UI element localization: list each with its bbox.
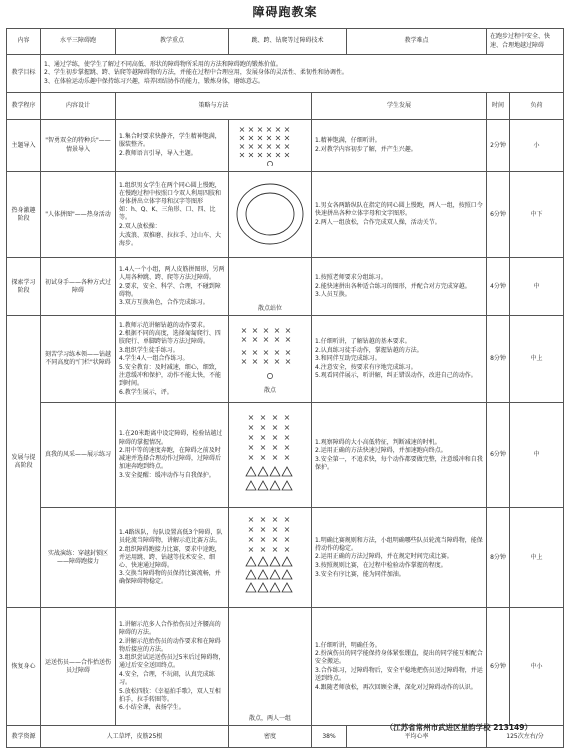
- strategy-cell: [116, 608, 229, 726]
- student-mark: ×: [259, 535, 267, 545]
- formation-diagram: [229, 608, 312, 726]
- obstacle-triangle: [246, 583, 256, 592]
- development-item: 1.明确比赛规则和方法，小组明确哪些队员轮流当障碍物，能保持动作的稳定。: [315, 536, 483, 552]
- student-mark: ×: [259, 442, 267, 452]
- student-mark: ×: [284, 356, 292, 366]
- student-mark: ×: [283, 525, 291, 535]
- strategy-item: 6.教学生展示，评。: [119, 388, 173, 396]
- student-mark: ×: [247, 150, 255, 160]
- strategy-cell: [116, 316, 229, 403]
- obstacle-triangle: [258, 557, 268, 566]
- stage-cell: 热身激趣阶段: [7, 172, 41, 258]
- goals-label: 教学目标: [7, 55, 41, 93]
- goals-row: [7, 55, 564, 93]
- page-title: 障碍跑教案: [252, 5, 318, 19]
- obstacle-triangle: [246, 481, 256, 490]
- student-mark: ×: [259, 515, 267, 525]
- strategy-cell: [116, 172, 229, 258]
- design-cell: 实战演练：穿越封锁区——障碍跑接力: [41, 508, 116, 608]
- strategy-item: 1.集合时要求快静齐，学生精神饱满，服装整齐。: [119, 133, 221, 149]
- student-mark: ×: [265, 133, 273, 143]
- student-mark: ×: [256, 150, 264, 160]
- student-mark: ×: [240, 347, 248, 357]
- strategy-item: 2.讲解示范抬伤员的动作要求和在障碍物后接应的方法。: [119, 637, 221, 653]
- student-mark: ×: [273, 356, 281, 366]
- student-mark: ×: [283, 452, 291, 462]
- stage-cell: 发展与提高阶段: [7, 316, 41, 608]
- row-warmup: [7, 172, 564, 258]
- obstacle-triangle: [246, 570, 256, 579]
- student-mark: ×: [271, 545, 279, 555]
- row-showcase: [7, 403, 564, 508]
- obstacle-triangle: [282, 467, 292, 476]
- obstacle-triangle: [282, 570, 292, 579]
- goals-list: [41, 55, 564, 93]
- formation-x-triangles: [232, 410, 308, 498]
- strategy-item: 4.安全，合理，不玩闹，认真完成练习。: [119, 670, 215, 687]
- strategy-item: 6.小结全课，表扬学生。: [119, 704, 185, 712]
- load-cell: 中小: [510, 608, 564, 726]
- equipment-value: 人工草坪，皮筋25根: [41, 726, 229, 748]
- difficulty-value: 在跑步过程中安全、快速、合理地越过障碍: [487, 29, 564, 55]
- design-cell: 运送伤员——合作抬送伤员过障碍: [41, 608, 116, 726]
- student-mark: ×: [283, 150, 291, 160]
- development-item: 3.安全有序比赛，能为同伴加油。: [315, 570, 405, 578]
- student-mark: ×: [283, 142, 291, 151]
- col-load: 负荷: [510, 93, 564, 120]
- strategy-item: 1.4路纵队，每队设置高低3个障碍，队员轮流当障碍物，讲解示范比赛方法。: [119, 528, 223, 544]
- development-item: 3.人员互换。: [315, 291, 351, 299]
- formation-diagram: [229, 172, 312, 258]
- strategy-item: 4.学生4人一组合作练习。: [119, 355, 189, 363]
- student-mark: ×: [247, 535, 255, 545]
- time-cell: 4分钟: [487, 258, 510, 316]
- col-design: 内容设计: [41, 93, 116, 120]
- student-mark: ×: [271, 412, 279, 422]
- load-cell: 中: [510, 258, 564, 316]
- student-mark: ×: [283, 545, 291, 555]
- pairs-label: 散点，两人一组: [248, 715, 291, 723]
- development-item: 1.仔细听讲，明确任务。: [315, 641, 381, 649]
- col-time: 时间: [487, 93, 510, 120]
- development-item: 2.两人一组放松，合作完成双人操，活动关节。: [315, 218, 441, 226]
- student-mark: ×: [238, 125, 246, 134]
- student-mark: ×: [240, 356, 248, 366]
- inner-circle: [246, 193, 294, 235]
- concentric-circles-diagram: [232, 174, 308, 252]
- student-mark: ×: [283, 442, 291, 452]
- development-item: 3.按照规则比赛，在过程中检验动作掌握的程度。: [315, 561, 447, 569]
- strategy-item: 3.组织学生徒手练习。: [119, 346, 179, 354]
- obstacle-triangle: [246, 467, 256, 476]
- development-item: 2.运用正确的方法过障碍，并在规定时间完成比赛。: [315, 553, 453, 561]
- development-item: 2.认真练习徒手动作，掌握钻越的方法。: [315, 346, 423, 354]
- time-cell: 2分钟: [487, 120, 510, 172]
- student-mark: ×: [273, 325, 281, 335]
- student-mark: ×: [247, 142, 255, 151]
- student-mark: ×: [283, 133, 291, 143]
- design-cell: 真我的风采——展示练习: [41, 403, 116, 508]
- stage-cell: 恢复身心: [7, 608, 41, 726]
- development-item: 4.注意安全，按要求有序地完成练习。: [315, 363, 417, 371]
- student-mark: ×: [259, 452, 267, 462]
- load-cell: 中上: [510, 316, 564, 403]
- col-development: 学生发展: [312, 93, 487, 120]
- strategy-cell: [116, 403, 229, 508]
- student-mark: ×: [251, 334, 259, 344]
- strategy-item: 1.组织男女学生在两个同心圆上慢跑，在慢跑过程中按照口令双人利用四肢和身体拼出立体字母和汉字等图形: [119, 181, 222, 205]
- development-item: 2.能快速拼出各种适合练习的图形，并配合对方完成穿越。: [315, 282, 471, 290]
- resources-label: 教学资源: [7, 726, 41, 748]
- strategy-cell: [116, 120, 229, 172]
- student-mark: ×: [247, 422, 255, 432]
- development-cell: [312, 608, 487, 726]
- student-mark: ×: [251, 325, 259, 335]
- student-mark: ×: [247, 442, 255, 452]
- load-cell: 中: [510, 403, 564, 508]
- student-mark: ×: [251, 347, 259, 357]
- obstacle-triangle: [282, 557, 292, 566]
- key-label: 教学重点: [116, 29, 229, 55]
- row-practice: [7, 316, 564, 403]
- lesson-plan-table: [6, 28, 564, 748]
- student-mark: ×: [259, 422, 267, 432]
- formation-diagram: [229, 403, 312, 508]
- load-cell: 中上: [510, 508, 564, 608]
- student-mark: ×: [256, 133, 264, 143]
- obstacle-triangle: [270, 583, 280, 592]
- student-mark: ×: [238, 142, 246, 151]
- student-mark: ×: [284, 334, 292, 344]
- formation-diagram: [229, 120, 312, 172]
- key-value: 跳、跨、钻爬等过障碍技术: [229, 29, 347, 55]
- formation-diagram: [229, 316, 312, 403]
- student-mark: ×: [256, 142, 264, 151]
- development-item: 3.合作练习，过障碍物后，安全平稳地把伤员送过障碍物，并运送到终点。: [315, 666, 483, 683]
- stage-cell: 探索学习阶段: [7, 258, 41, 316]
- student-mark: ×: [283, 422, 291, 432]
- header-row: [7, 29, 564, 55]
- strategy-item: 3.安全提醒：缓冲动作与自我保护。: [119, 471, 215, 479]
- student-mark: ×: [262, 347, 270, 357]
- strategy-item: 2.要求，安全、科学、合理，不碰到障碍物。: [119, 282, 221, 298]
- obstacle-triangle: [282, 583, 292, 592]
- development-item: 1.男女各两路纵队在指定的同心圆上慢跑，两人一组，按照口令快速拼出各种立体字母和文字图形。: [315, 202, 483, 218]
- strategy-item: 2.双人放松操：: [119, 222, 161, 230]
- student-mark: ×: [251, 356, 259, 366]
- student-mark: ×: [283, 412, 291, 422]
- column-header-row: [7, 93, 564, 120]
- obstacle-triangle: [282, 481, 292, 490]
- obstacle-triangle: [270, 481, 280, 490]
- development-cell: [312, 258, 487, 316]
- student-mark: ×: [259, 432, 267, 442]
- col-strategy: 策略与方法: [116, 93, 312, 120]
- student-mark: ×: [283, 432, 291, 442]
- student-mark: ×: [259, 525, 267, 535]
- strategy-item: 2.教师语言引导，导入主题。: [119, 149, 197, 157]
- row-intro: [7, 120, 564, 172]
- obstacle-triangle: [270, 467, 280, 476]
- content-label: 内容: [7, 29, 41, 55]
- student-mark: ×: [256, 125, 264, 134]
- development-item: 1.按照老师要求分组练习。: [315, 274, 387, 282]
- load-cell: 小: [510, 120, 564, 172]
- student-mark: ×: [273, 347, 281, 357]
- strategy-item: 5.放松四肢：《幸福拍手歌》，双人互相拍手，拉手转圈等。: [119, 687, 221, 703]
- time-cell: 6分钟: [487, 608, 510, 726]
- student-mark: ×: [262, 356, 270, 366]
- row-relay: [7, 508, 564, 608]
- teacher-icon: [267, 161, 272, 166]
- development-item: 3.安全第一，不追求快，每个动作都要做完整，注意缓冲和自我保护。: [315, 455, 483, 471]
- time-cell: 8分钟: [487, 316, 510, 403]
- row-explore: [7, 258, 564, 316]
- student-mark: ×: [271, 432, 279, 442]
- student-mark: ×: [247, 125, 255, 134]
- development-item: 2.对教学内容初步了解，并产生兴趣。: [315, 145, 417, 153]
- development-cell: [312, 508, 487, 608]
- goal-item: 2、学生初步掌握跳、跨、钻爬等越障碍物的方法，并能在过程中合理应用，发展身体的灵活性、柔韧性和协调性。: [44, 69, 348, 77]
- strategy-item: 1.讲解示范多人合作抬伤员过齐腰高的障碍的方法。: [119, 620, 221, 637]
- development-item: 2.扮演伤员的同学能保持身体紧张绷直，提出的同学能互相配合安全搬运。: [315, 650, 483, 666]
- student-mark: ×: [271, 422, 279, 432]
- col-procedure: 教学程序: [7, 93, 41, 120]
- development-item: 3.和同伴互助完成练习。: [315, 355, 381, 363]
- content-value: 水平三障碍跑: [41, 29, 116, 55]
- obstacle-triangle: [258, 467, 268, 476]
- load-cell: 中下: [510, 172, 564, 258]
- student-mark: ×: [271, 442, 279, 452]
- student-mark: ×: [271, 452, 279, 462]
- student-mark: ×: [274, 125, 282, 134]
- strategy-item: 3.双方互换角色，合作完成练习。: [119, 299, 209, 307]
- student-mark: ×: [238, 150, 246, 160]
- school-footer: （江苏省常州市武进区星韵学校 213149）: [385, 723, 532, 732]
- formation-diagram: [229, 508, 312, 608]
- student-mark: ×: [274, 150, 282, 160]
- goal-item: 1、通过学练，使学生了解过不同高低、形状的障碍物所采用的方法和障碍跑的锻炼价值。: [44, 60, 282, 68]
- student-mark: ×: [271, 515, 279, 525]
- time-cell: 8分钟: [487, 508, 510, 608]
- difficulty-label: 教学难点: [347, 29, 487, 55]
- strategy-item: 3.交换当障碍物的员保持比赛流畅，并确保障碍物稳定。: [119, 570, 221, 586]
- student-mark: ×: [247, 525, 255, 535]
- obstacle-triangle: [270, 570, 280, 579]
- goal-item: 3、在体验运动乐趣中保持练习兴趣，培养团结协作的能力，锻炼身体，磨练意志。: [44, 78, 264, 86]
- development-item: 1.观察障碍的大小高低特征，判断减速的时机。: [315, 438, 441, 446]
- student-mark: ×: [240, 334, 248, 344]
- development-item: 1.仔细听讲，了解钻越的基本要求。: [315, 337, 411, 345]
- obstacle-triangle: [258, 481, 268, 490]
- development-cell: [312, 120, 487, 172]
- student-mark: ×: [247, 432, 255, 442]
- student-mark: ×: [283, 125, 291, 134]
- heart-rate-value: 125次左右/分: [487, 726, 564, 748]
- student-mark: ×: [274, 142, 282, 151]
- formation-diagram: [229, 258, 312, 316]
- development-item: 2.运用正确的方法快速过障碍，并加速跑向终点。: [315, 447, 447, 455]
- time-cell: 6分钟: [487, 172, 510, 258]
- strategy-item: 1.在20米距离中设定障碍，检验钻越过障碍的掌握情况。: [119, 430, 223, 446]
- density-label: 密度: [229, 726, 312, 748]
- student-mark: ×: [262, 334, 270, 344]
- student-mark: ×: [265, 150, 273, 160]
- teacher-icon: [267, 373, 272, 378]
- development-item: 4.跟随老师放松，再次回顾全课，深化对过障碍动作的认识。: [315, 683, 477, 691]
- heart-rate-label: 平均心率: [347, 726, 487, 748]
- scatter-label: 散点站位: [257, 305, 282, 313]
- design-cell: "智勇双全的特种兵"——情景导入: [41, 120, 116, 172]
- formation-x-rows: [232, 122, 308, 166]
- student-mark: ×: [273, 334, 281, 344]
- student-mark: ×: [247, 452, 255, 462]
- obstacle-triangle: [258, 570, 268, 579]
- strategy-item: 2.用中等的速度奔跑，在障碍之前及时减速并选择合理动作过障碍，过障碍后加速奔跑到终点。: [119, 447, 222, 471]
- student-mark: ×: [274, 133, 282, 143]
- strategy-item: 1.4人一个小组，两人皮筋拼图形，另两人用各种跳、跨、爬等方法过障碍。: [119, 265, 225, 282]
- strategy-item: 1.教师示范讲解钻越的动作要求。: [119, 321, 209, 329]
- development-cell: [312, 403, 487, 508]
- strategy-cell: [116, 258, 229, 316]
- obstacle-triangle: [246, 557, 256, 566]
- strategy-cell: [116, 508, 229, 608]
- student-mark: ×: [259, 545, 267, 555]
- row-recovery: [7, 608, 564, 726]
- student-mark: ×: [284, 347, 292, 357]
- obstacle-triangle: [258, 583, 268, 592]
- student-mark: ×: [271, 525, 279, 535]
- student-mark: ×: [262, 325, 270, 335]
- strategy-item: 5.安全教育：及时减速，细心，细致，注意缓冲和保护，动作不能太快，不能到时间。: [119, 363, 222, 388]
- strategy-item: 大波浪、双推磨、拉拉手、过山车、大海步。: [119, 231, 222, 247]
- strategy-item: 3.组织尝试运送伤员过5米后过障碍物，通过后安全送回终点。: [119, 654, 225, 670]
- time-cell: 6分钟: [487, 403, 510, 508]
- development-item: 1.精神饱满，仔细听讲。: [315, 137, 381, 145]
- stage-cell: 主题导入: [7, 120, 41, 172]
- student-mark: ×: [265, 142, 273, 151]
- design-cell: "人体拼图"——热身活动: [41, 172, 116, 258]
- student-mark: ×: [283, 515, 291, 525]
- formation-relay: [232, 512, 308, 600]
- development-item: 5.观看同伴展示，听讲解，纠正错误动作，改进自己的动作。: [315, 372, 477, 380]
- development-cell: [312, 316, 487, 403]
- student-mark: ×: [238, 133, 246, 143]
- obstacle-triangle: [270, 557, 280, 566]
- student-mark: ×: [271, 535, 279, 545]
- student-mark: ×: [259, 412, 267, 422]
- design-cell: 刻苦学习练本领——钻越不同高度的"门栏"状障碍: [41, 316, 116, 403]
- strategy-item: 如：h、Q、K、三角形、口、四、比等。: [119, 206, 216, 222]
- student-mark: ×: [247, 412, 255, 422]
- student-mark: ×: [240, 325, 248, 335]
- student-mark: ×: [247, 133, 255, 143]
- student-mark: ×: [247, 545, 255, 555]
- strategy-item: 2.组织障碍跑接力比赛，要求中途跑，并运用跳、跨、钻越等技术安全、细心、快速通过障碍。: [119, 545, 221, 569]
- scatter-label: 散点: [263, 386, 276, 394]
- student-mark: ×: [284, 325, 292, 335]
- student-mark: ×: [247, 515, 255, 525]
- design-cell: 初试身手——各种方式过障碍: [41, 258, 116, 316]
- student-mark: ×: [283, 535, 291, 545]
- density-value: 38%: [312, 726, 347, 748]
- student-mark: ×: [265, 125, 273, 134]
- development-cell: [312, 172, 487, 258]
- formation-x-groups: [232, 324, 308, 384]
- strategy-item: 2.根据不同的高度，选择匍匐爬行、四肢爬行、单脚跨钻等方法过障碍。: [119, 330, 221, 346]
